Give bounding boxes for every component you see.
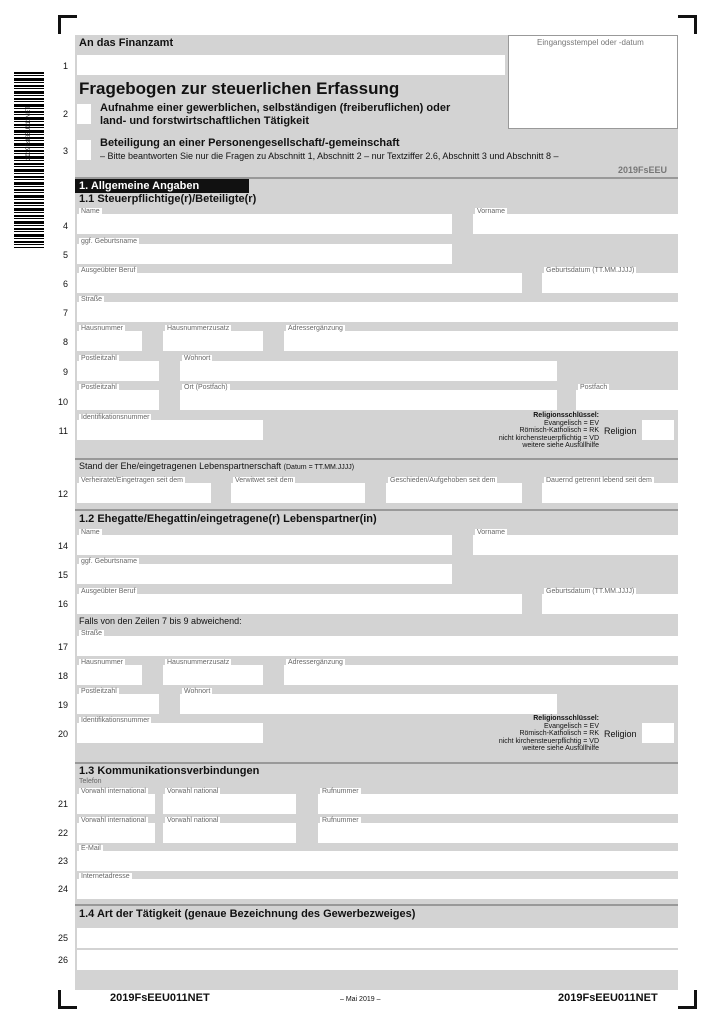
wohnort-label: Wohnort: [184, 355, 211, 362]
internet-field[interactable]: [77, 879, 678, 899]
religion-key-rk: Römisch-Katholisch = RK: [519, 730, 599, 737]
line-number: 19: [57, 700, 68, 710]
religion-label: Religion: [604, 426, 637, 436]
rufnummer-field-2[interactable]: [318, 823, 678, 843]
telefon-label: Telefon: [79, 778, 102, 785]
line-number: 26: [57, 955, 68, 965]
partner-idnr-field[interactable]: [77, 723, 263, 743]
vorwahl-nat-label-2: Vorwahl national: [167, 817, 219, 824]
partner-plz-field[interactable]: [77, 694, 159, 714]
geburtsname-label: ggf. Geburtsname: [81, 238, 138, 245]
line-number: 3: [62, 146, 68, 156]
line-number: 22: [57, 828, 68, 838]
section-1-1-title: 1.1 Steuerpflichtige(r)/Beteiligte(r): [79, 193, 257, 205]
geschieden-label: Geschieden/Aufgehoben seit dem: [390, 477, 496, 484]
email-field[interactable]: [77, 851, 678, 871]
verheiratet-label: Verheiratet/Eingetragen seit dem: [81, 477, 183, 484]
partner-vorname-field[interactable]: [473, 535, 678, 555]
checkbox-beteiligung[interactable]: [77, 140, 91, 160]
separator: [75, 509, 678, 511]
vorwahl-int-label-1: Vorwahl international: [81, 788, 146, 795]
partner-religion-field[interactable]: [642, 723, 674, 743]
corner-mark-top-left: [58, 15, 77, 34]
stand-title: [79, 461, 354, 471]
plz-postfach-field[interactable]: [77, 390, 159, 410]
vorwahl-int-field-2[interactable]: [77, 823, 155, 843]
postfach-label: Postfach: [580, 384, 608, 391]
line-number: 24: [57, 884, 68, 894]
adresserg-field[interactable]: [284, 331, 678, 351]
idnr-label: Identifikationsnummer: [81, 414, 150, 421]
line-number: 4: [62, 221, 68, 231]
line-number: 17: [57, 642, 68, 652]
line-number: 5: [62, 250, 68, 260]
partner-wohnort-label: Wohnort: [184, 688, 211, 695]
partner-geburtsdatum-field[interactable]: [542, 594, 678, 614]
section-1-3-title: 1.3 Kommunikationsverbindungen: [79, 765, 260, 777]
partner-hausnummerzusatz-label: Hausnummerzusatz: [167, 659, 230, 666]
verwitwet-label: Verwitwet seit dem: [235, 477, 294, 484]
beruf-field[interactable]: [77, 273, 522, 293]
religion-key-vd: nicht kirchensteuerpflichtig = VD: [498, 434, 599, 442]
partner-vorname-label: Vorname: [477, 529, 506, 536]
wohnort-field[interactable]: [180, 361, 557, 381]
stand-title-hint: (Datum = TT.MM.JJJJ): [283, 464, 355, 471]
vorwahl-nat-field-2[interactable]: [163, 823, 296, 843]
partner-strasse-field[interactable]: [77, 636, 678, 656]
separator: [75, 762, 678, 764]
plz-label: Postleitzahl: [81, 355, 117, 362]
strasse-field[interactable]: [77, 302, 678, 322]
vorname-label: Vorname: [477, 208, 506, 215]
geburtsdatum-label: Geburtsdatum (TT.MM.JJJJ): [546, 267, 635, 274]
option-beteiligung-hint: – Bitte beantworten Sie nur die Fragen zu Abschnitt 1, Abschnitt 2 – nur Textziffer 2.6, Abschnitt 3 und Abschnitt 8 –: [100, 151, 559, 161]
line-number: 15: [57, 570, 68, 580]
option-gewerbe-label-1: Aufnahme einer gewerblichen, selbständigen (freiberuflichen) oder: [100, 102, 451, 114]
line-number: 9: [62, 367, 68, 377]
religion-key: [460, 412, 599, 450]
checkbox-gewerbe[interactable]: [77, 104, 91, 124]
religion-field[interactable]: [642, 420, 674, 440]
line-number: 2: [62, 109, 68, 119]
partner-religion-label: Religion: [604, 729, 637, 739]
line-number: 14: [57, 541, 68, 551]
partner-hausnummer-label: Hausnummer: [81, 659, 124, 666]
line-number: 7: [62, 308, 68, 318]
religion-key-ev: Evangelisch = EV: [543, 419, 599, 427]
idnr-field[interactable]: [77, 420, 263, 440]
religion-key-ev: Evangelisch = EV: [543, 722, 599, 730]
corner-mark-bottom-right: [678, 990, 697, 1009]
stamp-box: [508, 35, 678, 129]
barcode-text: 2019FsEEU011NET: [26, 106, 32, 160]
partner-geburtsdatum-label: Geburtsdatum (TT.MM.JJJJ): [546, 588, 635, 595]
verheiratet-field[interactable]: [77, 483, 211, 503]
geburtsname-field[interactable]: [77, 244, 452, 264]
line-number: 25: [57, 933, 68, 943]
religion-key-vd: nicht kirchensteuerpflichtig = VD: [498, 737, 599, 745]
option-gewerbe-label-2: land- und forstwirtschaftlichen Tätigkeit: [100, 115, 310, 127]
geburtsdatum-field[interactable]: [542, 273, 678, 293]
partner-hausnummer-field[interactable]: [77, 665, 142, 685]
partner-adresserg-label: Adressergänzung: [288, 659, 343, 666]
addressee-heading: An das Finanzamt: [79, 37, 174, 49]
form-code: 2019FsEEU: [618, 165, 668, 175]
verwitwet-field[interactable]: [231, 483, 365, 503]
beruf-label: Ausgeübter Beruf: [81, 267, 136, 274]
line-number: 12: [57, 489, 68, 499]
footer-code-right: 2019FsEEU011NET: [558, 992, 658, 1004]
partner-religion-key: [460, 715, 599, 753]
hausnummerzusatz-field[interactable]: [163, 331, 263, 351]
partner-plz-label: Postleitzahl: [81, 688, 117, 695]
partner-beruf-label: Ausgeübter Beruf: [81, 588, 136, 595]
stamp-label: Eingangsstempel oder -datum: [537, 38, 644, 47]
corner-mark-top-right: [678, 15, 697, 34]
stand-title-text: Stand der Ehe/eingetragenen Lebenspartnerschaft: [79, 461, 282, 471]
vorwahl-nat-field-1[interactable]: [163, 794, 296, 814]
taetigkeit-field-2[interactable]: [77, 950, 678, 970]
religion-key-more: weitere siehe Ausfüllhilfe: [522, 442, 599, 449]
corner-mark-bottom-left: [58, 990, 77, 1009]
line-number: 21: [57, 799, 68, 809]
line-number: 6: [62, 279, 68, 289]
plz-postfach-label: Postleitzahl: [81, 384, 117, 391]
section-1-2-title: 1.2 Ehegatte/Ehegattin/eingetragene(r) Lebenspartner(in): [79, 513, 377, 525]
partner-adresserg-field[interactable]: [284, 665, 678, 685]
religion-key-rk: Römisch-Katholisch = RK: [519, 427, 599, 434]
rufnummer-label-2: Rufnummer: [322, 817, 359, 824]
geschieden-field[interactable]: [386, 483, 522, 503]
getrennt-field[interactable]: [542, 483, 678, 503]
partner-beruf-field[interactable]: [77, 594, 522, 614]
partner-name-field[interactable]: [77, 535, 452, 555]
vorwahl-nat-label-1: Vorwahl national: [167, 788, 219, 795]
strasse-label: Straße: [81, 296, 103, 303]
line-number: 23: [57, 856, 68, 866]
line-number: 20: [57, 729, 68, 739]
name-label: Name: [81, 208, 100, 215]
line-number: 11: [58, 426, 68, 436]
form-title: Fragebogen zur steuerlichen Erfassung: [79, 79, 400, 98]
postfach-field[interactable]: [576, 390, 678, 410]
partner-idnr-label: Identifikationsnummer: [81, 717, 150, 724]
email-label: E-Mail: [81, 845, 101, 852]
internet-label: Internetadresse: [81, 873, 130, 880]
name-field[interactable]: [77, 214, 452, 234]
footer-code-left: 2019FsEEU011NET: [110, 992, 210, 1004]
separator: [75, 904, 678, 906]
line-number: 16: [57, 599, 68, 609]
adresserg-label: Adressergänzung: [288, 325, 343, 332]
section-1-title: 1. Allgemeine Angaben: [75, 179, 249, 193]
getrennt-label: Dauernd getrennt lebend seit dem: [546, 477, 652, 484]
barcode: [14, 72, 44, 248]
partner-name-label: Name: [81, 529, 100, 536]
ort-postfach-field[interactable]: [180, 390, 557, 410]
hausnummer-field[interactable]: [77, 331, 142, 351]
line-number: 8: [62, 337, 68, 347]
taetigkeit-field-1[interactable]: [77, 928, 678, 948]
partner-geburtsname-label: ggf. Geburtsname: [81, 558, 138, 565]
footer-date: – Mai 2019 –: [340, 996, 381, 1003]
religion-key-more: weitere siehe Ausfüllhilfe: [522, 745, 599, 752]
partner-wohnort-field[interactable]: [180, 694, 557, 714]
option-beteiligung-label: Beteiligung an einer Personengesellschaft/-gemeinschaft: [100, 137, 400, 149]
partner-strasse-label: Straße: [81, 630, 103, 637]
ort-postfach-label: Ort (Postfach): [184, 384, 228, 391]
vorwahl-int-field-1[interactable]: [77, 794, 155, 814]
hausnummer-label: Hausnummer: [81, 325, 124, 332]
vorname-field[interactable]: [473, 214, 678, 234]
line-number: 10: [57, 397, 68, 407]
abweichend-note: Falls von den Zeilen 7 bis 9 abweichend:: [79, 616, 242, 626]
vorwahl-int-label-2: Vorwahl international: [81, 817, 146, 824]
section-1-4-title: 1.4 Art der Tätigkeit (genaue Bezeichnung des Gewerbezweiges): [79, 908, 416, 920]
partner-hausnummerzusatz-field[interactable]: [163, 665, 263, 685]
religion-key-title: Religionsschlüssel:: [533, 715, 599, 722]
religion-key-title: Religionsschlüssel:: [533, 412, 599, 419]
separator: [75, 458, 678, 460]
rufnummer-label-1: Rufnummer: [322, 788, 359, 795]
hausnummerzusatz-label: Hausnummerzusatz: [167, 325, 230, 332]
rufnummer-field-1[interactable]: [318, 794, 678, 814]
partner-geburtsname-field[interactable]: [77, 564, 452, 584]
finanzamt-field[interactable]: [77, 55, 505, 75]
line-number: 1: [62, 61, 68, 71]
line-number: 18: [57, 671, 68, 681]
plz-field[interactable]: [77, 361, 159, 381]
